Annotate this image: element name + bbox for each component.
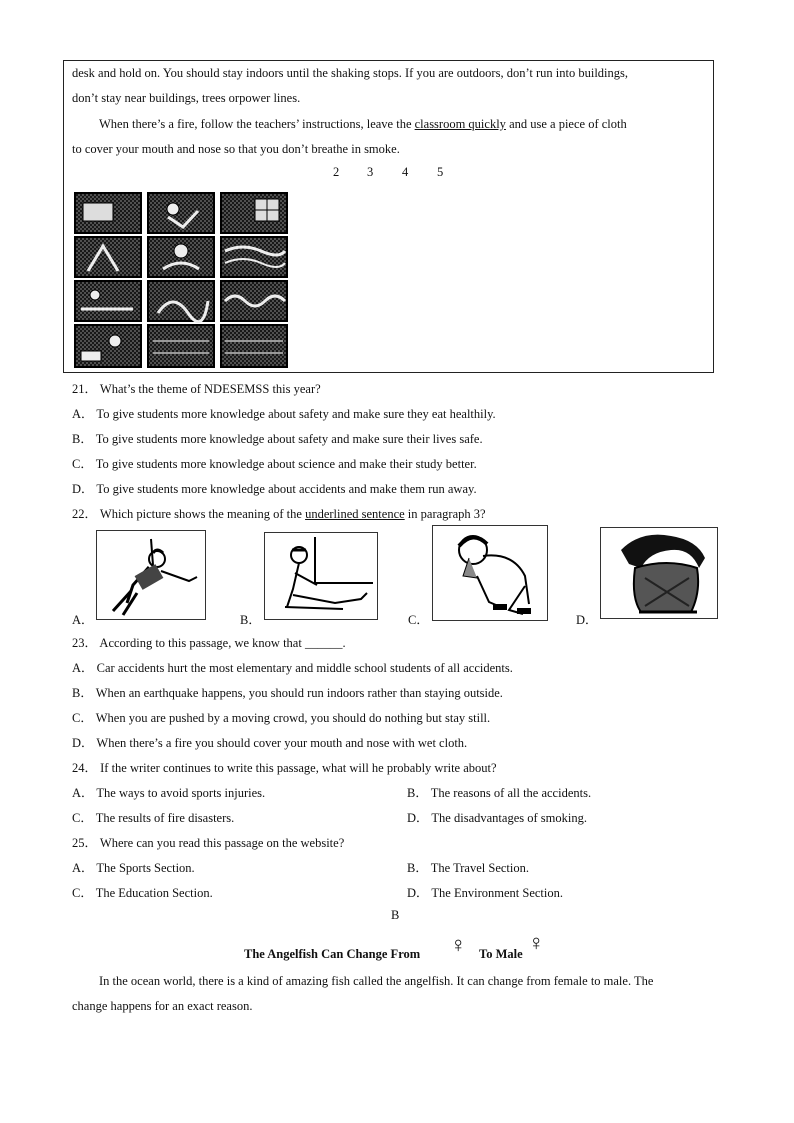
paragraph-line-2: change happens for an exact reason. bbox=[72, 999, 253, 1013]
question-22-stem-post: in paragraph 3? bbox=[404, 507, 486, 521]
picture-c bbox=[432, 525, 548, 621]
passage-line-1: desk and hold on. You should stay indoors until the shaking stops. If you are outdoors, don’t run into buildings, bbox=[72, 66, 629, 80]
question-22-underlined: underlined sentence bbox=[305, 507, 405, 521]
figure-number: 5 bbox=[437, 165, 444, 179]
question-25-option-d: D． The Environment Section. bbox=[407, 886, 563, 900]
passage-line-3-post: and use a piece of cloth bbox=[505, 117, 627, 131]
question-24-stem: 24． If the writer continues to write this passage, what will he probably write about? bbox=[72, 761, 497, 775]
question-22-stem-pre: 22． Which picture shows the meaning of the bbox=[72, 507, 306, 521]
question-21-option-d: D． To give students more knowledge about accidents and make them run away. bbox=[72, 482, 477, 496]
question-21-option-a: A． To give students more knowledge about safety and make sure they eat healthily. bbox=[72, 407, 496, 421]
figure-number: 2 bbox=[333, 165, 340, 179]
question-24-option-a: A． The ways to avoid sports injuries. bbox=[72, 786, 266, 800]
question-23-option-b: B． When an earthquake happens, you should run indoors rather than staying outside. bbox=[72, 686, 503, 700]
question-23-option-d: D． When there’s a fire you should cover your mouth and nose with wet cloth. bbox=[72, 736, 468, 750]
section-label: B bbox=[391, 908, 400, 922]
question-24-option-b: B． The reasons of all the accidents. bbox=[407, 786, 592, 800]
picture-d bbox=[600, 527, 718, 619]
female-symbol-icon: ♀ bbox=[450, 932, 467, 957]
passage-line-4: to cover your mouth and nose so that you don’t breathe in smoke. bbox=[72, 142, 400, 156]
picture-label-a: A． bbox=[72, 613, 94, 627]
question-25-option-c: C． The Education Section. bbox=[72, 886, 213, 900]
picture-label-c: C． bbox=[408, 613, 429, 627]
question-21-option-c: C． To give students more knowledge about science and make their study better. bbox=[72, 457, 477, 471]
question-25-option-a: A． The Sports Section. bbox=[72, 861, 195, 875]
passage-line-2: don’t stay near buildings, trees orpower lines. bbox=[72, 91, 301, 105]
question-23-option-a: A． Car accidents hurt the most elementary and middle school students of all accidents. bbox=[72, 661, 513, 675]
grid-row-4 bbox=[75, 325, 287, 367]
picture-b bbox=[264, 532, 378, 620]
picture-a bbox=[96, 530, 206, 620]
question-25-option-b: B． The Travel Section. bbox=[407, 861, 529, 875]
safety-pictures-grid bbox=[73, 191, 293, 371]
underlined-sentence: classroom quickly bbox=[414, 117, 506, 131]
female-symbol-icon: ♀ bbox=[528, 930, 545, 955]
section-title-mid: To Male bbox=[479, 947, 523, 961]
question-22-stem bbox=[72, 504, 486, 522]
paragraph-line-1: In the ocean world, there is a kind of amazing fish called the angelfish. It can change from female to male. The bbox=[99, 974, 654, 988]
question-21-stem: 21． What’s the theme of NDESEMSS this year? bbox=[72, 382, 321, 396]
section-title-pre: The Angelfish Can Change From bbox=[244, 947, 421, 961]
question-24-option-d: D． The disadvantages of smoking. bbox=[407, 811, 587, 825]
picture-label-b: B． bbox=[240, 613, 261, 627]
question-24-option-c: C． The results of fire disasters. bbox=[72, 811, 235, 825]
question-23-option-c: C． When you are pushed by a moving crowd, you should do nothing but stay still. bbox=[72, 711, 491, 725]
question-23-stem: 23． According to this passage, we know that ______. bbox=[72, 636, 346, 650]
figure-number: 3 bbox=[367, 165, 374, 179]
figure-number: 4 bbox=[402, 165, 409, 179]
passage-line-3 bbox=[99, 117, 627, 132]
grid-row-1 bbox=[75, 193, 287, 233]
passage-line-3-pre: When there’s a fire, follow the teachers’ instructions, leave the bbox=[99, 117, 415, 131]
question-21-option-b: B． To give students more knowledge about safety and make sure their lives safe. bbox=[72, 432, 483, 446]
grid-row-3 bbox=[75, 281, 287, 322]
picture-label-d: D． bbox=[576, 613, 598, 627]
question-25-stem: 25． Where can you read this passage on the website? bbox=[72, 836, 345, 850]
grid-row-2 bbox=[75, 237, 287, 277]
